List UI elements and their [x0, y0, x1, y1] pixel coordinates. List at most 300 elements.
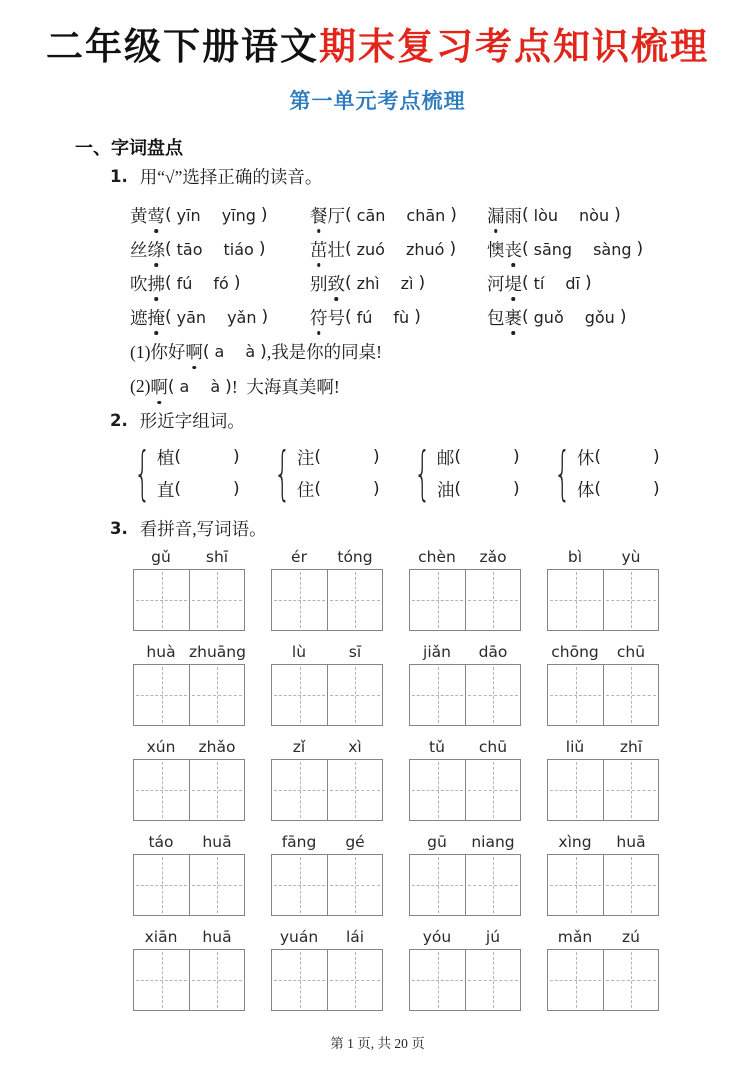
open-paren: ( — [345, 307, 352, 327]
question-2-number: 2. — [110, 411, 128, 430]
pair-row — [437, 441, 520, 473]
pronunciation-choice-item — [487, 203, 755, 228]
close-paren: ) — [614, 205, 621, 225]
writing-cell — [134, 665, 189, 725]
question-3-prompt-line — [110, 516, 755, 542]
pinyin-syllable: zǐ — [292, 738, 306, 756]
open-paren: ( — [594, 447, 602, 467]
close-paren: ) — [653, 479, 660, 499]
pair-row — [577, 473, 660, 505]
character: 壮 — [327, 239, 345, 260]
pinyin-word-group — [271, 833, 383, 916]
pinyin-labels — [133, 643, 245, 662]
pinyin-syllable: sī — [348, 643, 362, 661]
writing-boxes — [409, 759, 521, 821]
dotted-character: 致 — [328, 271, 346, 296]
pinyin-options — [529, 308, 620, 327]
pinyin-word-group — [271, 643, 383, 726]
open-paren: ( — [522, 205, 529, 225]
question-2-prompt-line — [110, 408, 755, 434]
character: 河 — [487, 273, 505, 294]
pinyin-option: cān — [356, 205, 386, 225]
pair-column — [157, 441, 240, 505]
character: 号 — [327, 307, 345, 328]
pinyin-option: à — [210, 377, 221, 396]
q2-pairs — [124, 440, 755, 506]
writing-cell — [548, 760, 603, 820]
pinyin-labels — [271, 833, 383, 852]
pinyin-option: zì — [400, 273, 414, 293]
chinese-word — [310, 237, 345, 262]
pinyin-option: fú — [356, 307, 373, 327]
writing-cell — [272, 665, 327, 725]
pinyin-syllable: chū — [478, 738, 508, 756]
open-paren: ( — [174, 479, 182, 499]
dotted-character: 裹 — [505, 305, 523, 330]
pronunciation-choice-item — [130, 305, 310, 330]
open-paren: ( — [454, 447, 462, 467]
pinyin-syllable: zhī — [619, 738, 643, 756]
writing-cell — [189, 855, 244, 915]
unit-subtitle: 第一单元考点梳理 — [289, 89, 466, 113]
writing-cell — [465, 950, 520, 1010]
close-paren: ) — [258, 239, 266, 259]
pair-character: 注 — [296, 447, 315, 468]
writing-cell — [548, 950, 603, 1010]
page-title-black-part: 二年级下册语文 — [46, 27, 319, 68]
pinyin-syllable: yuán — [279, 928, 319, 946]
pinyin-labels — [133, 548, 245, 567]
writing-cell — [327, 855, 382, 915]
open-paren: ( — [165, 205, 172, 225]
pinyin-labels — [409, 643, 521, 662]
pinyin-word-group — [547, 548, 659, 631]
pinyin-word-group — [133, 548, 245, 631]
pinyin-syllable: gū — [427, 833, 447, 851]
pinyin-option: yīn — [176, 205, 201, 225]
writing-cell — [465, 760, 520, 820]
pinyin-option: a — [214, 342, 225, 361]
writing-boxes — [133, 664, 245, 726]
writing-cell — [327, 665, 382, 725]
pinyin-labels — [547, 928, 659, 947]
pinyin-word-group — [133, 833, 245, 916]
character: 丝 — [130, 239, 148, 260]
pinyin-option: à — [245, 342, 256, 361]
writing-cell — [548, 665, 603, 725]
pair-column — [297, 441, 380, 505]
close-paren: ) — [261, 307, 269, 327]
pinyin-syllable: niang — [471, 833, 515, 851]
left-brace: { — [134, 439, 151, 507]
pinyin-word-group — [409, 833, 521, 916]
pinyin-option: lòu — [533, 205, 559, 225]
writing-cell — [134, 570, 189, 630]
pinyin-grid-row — [133, 643, 755, 726]
pinyin-syllable: zǎo — [479, 548, 507, 566]
open-paren: ( — [522, 239, 529, 259]
pinyin-syllable: zhuāng — [189, 643, 246, 661]
pinyin-option: yǎn — [227, 307, 257, 327]
writing-boxes — [133, 854, 245, 916]
writing-cell — [603, 665, 658, 725]
open-paren: ( — [202, 341, 210, 362]
pinyin-option: tí — [533, 273, 545, 293]
pinyin-syllable: xìng — [558, 833, 592, 851]
writing-boxes — [133, 949, 245, 1011]
pinyin-word-group — [547, 833, 659, 916]
pinyin-syllable: fāng — [281, 833, 317, 851]
close-paren: ) — [619, 307, 627, 327]
writing-cell — [189, 760, 244, 820]
q1-words — [130, 198, 755, 334]
writing-boxes — [271, 854, 383, 916]
pinyin-options — [172, 274, 234, 293]
writing-cell — [603, 950, 658, 1010]
pinyin-word-group — [271, 928, 383, 1011]
pinyin-syllable: lái — [345, 928, 365, 946]
pair-character: 邮 — [436, 447, 455, 468]
writing-boxes — [409, 854, 521, 916]
pronunciation-choice-item — [310, 203, 487, 228]
chinese-word — [130, 237, 165, 262]
pinyin-syllable: xún — [146, 738, 176, 756]
pinyin-syllable: liǔ — [565, 738, 585, 756]
writing-cell — [603, 855, 658, 915]
close-paren: ) — [653, 447, 660, 467]
chinese-word — [487, 237, 522, 262]
pinyin-syllable: chōng — [551, 643, 599, 661]
close-paren: ) — [449, 239, 457, 259]
close-paren: ) — [260, 205, 268, 225]
pinyin-option: zhuó — [405, 239, 445, 259]
pinyin-options — [529, 206, 614, 225]
chinese-word — [310, 305, 345, 330]
writing-cell — [465, 665, 520, 725]
pinyin-word-group — [547, 738, 659, 821]
pinyin-option: guǒ — [533, 307, 564, 327]
writing-cell — [465, 570, 520, 630]
pair-row — [157, 473, 240, 505]
pinyin-word-group — [409, 548, 521, 631]
pinyin-syllable: dāo — [478, 643, 508, 661]
pinyin-options — [352, 206, 451, 225]
pair-character: 植 — [156, 447, 175, 468]
pinyin-syllable: zhǎo — [198, 738, 236, 756]
lookalike-pair — [544, 440, 684, 506]
pinyin-word-group — [547, 643, 659, 726]
pinyin-option: zuó — [356, 239, 385, 259]
writing-boxes — [133, 759, 245, 821]
pronunciation-choice-item — [310, 237, 487, 262]
pinyin-labels — [547, 548, 659, 567]
pair-row — [157, 441, 240, 473]
writing-cell — [189, 665, 244, 725]
pinyin-option: yān — [176, 307, 207, 327]
dotted-character: 茁 — [310, 237, 328, 262]
close-paren: ) — [373, 447, 380, 467]
open-paren: ( — [314, 447, 322, 467]
pinyin-options — [529, 274, 585, 293]
writing-cell — [272, 950, 327, 1010]
pinyin-labels — [271, 643, 383, 662]
page-number-footer: 第 1 页, 共 20 页 — [330, 1036, 425, 1051]
pinyin-labels — [409, 833, 521, 852]
pinyin-option: tiáo — [223, 239, 254, 259]
open-paren: ( — [594, 479, 602, 499]
pinyin-syllable: ér — [291, 548, 307, 566]
writing-boxes — [271, 664, 383, 726]
sentence-line — [130, 369, 755, 404]
pinyin-syllable: huā — [202, 833, 232, 851]
character: 吹 — [130, 273, 148, 294]
character: 包 — [487, 307, 505, 328]
pinyin-option: fú — [176, 273, 193, 293]
question-3-prompt: 看拼音,写词语。 — [139, 519, 267, 539]
close-paren: ) — [584, 273, 592, 293]
question-3-number: 3. — [110, 519, 128, 538]
pinyin-syllable: yù — [621, 548, 641, 566]
dotted-character: 啊 — [150, 374, 168, 399]
pinyin-labels — [271, 548, 383, 567]
pinyin-options — [172, 308, 262, 327]
character: 遮 — [130, 307, 148, 328]
pinyin-syllable: huā — [202, 928, 232, 946]
dotted-character: 拂 — [148, 271, 166, 296]
sentence-suffix: ,我是你的同桌! — [266, 342, 383, 362]
pair-row — [297, 473, 380, 505]
open-paren: ( — [167, 376, 175, 397]
pinyin-syllable: zú — [622, 928, 640, 946]
pinyin-word-group — [133, 928, 245, 1011]
pronunciation-choice-item — [487, 271, 755, 296]
writing-boxes — [409, 569, 521, 631]
pinyin-word-group — [409, 643, 521, 726]
pinyin-word-group — [271, 548, 383, 631]
writing-boxes — [409, 949, 521, 1011]
pronunciation-choice-item — [487, 237, 755, 262]
pair-character: 直 — [156, 479, 175, 500]
pinyin-labels — [133, 738, 245, 757]
pinyin-syllable: táo — [148, 833, 174, 851]
pinyin-word-group — [409, 738, 521, 821]
question-1-number: 1. — [110, 167, 128, 186]
dotted-character: 堤 — [505, 271, 523, 296]
dotted-character: 绦 — [148, 237, 166, 262]
pinyin-syllable: mǎn — [557, 928, 593, 946]
dotted-character: 啊 — [185, 339, 203, 364]
pinyin-grid-row — [133, 928, 755, 1011]
writing-cell — [410, 950, 465, 1010]
pinyin-option: fó — [213, 273, 229, 293]
dotted-character: 丧 — [505, 237, 523, 262]
pinyin-syllable: tǔ — [429, 738, 445, 756]
writing-boxes — [547, 664, 659, 726]
open-paren: ( — [165, 307, 172, 327]
q1-sentences — [130, 334, 755, 404]
writing-cell — [189, 950, 244, 1010]
writing-boxes — [409, 664, 521, 726]
pinyin-syllable: chèn — [418, 548, 456, 566]
left-brace: { — [274, 439, 291, 507]
pair-character: 油 — [436, 479, 455, 500]
close-paren: ) — [233, 447, 240, 467]
writing-boxes — [547, 854, 659, 916]
character: 黄 — [130, 205, 148, 226]
pair-character: 住 — [296, 479, 315, 500]
sentence-prefix: (1)你好 — [130, 342, 186, 362]
dotted-character: 漏 — [487, 203, 505, 228]
lookalike-pair — [404, 440, 544, 506]
chinese-word — [487, 305, 522, 330]
pinyin-option: fù — [393, 307, 410, 327]
writing-cell — [410, 855, 465, 915]
pinyin-labels — [409, 738, 521, 757]
writing-cell — [548, 855, 603, 915]
pronunciation-choice-item — [310, 271, 487, 296]
pinyin-syllable: huā — [616, 833, 646, 851]
writing-cell — [134, 855, 189, 915]
open-paren: ( — [345, 205, 352, 225]
pinyin-option: sāng — [533, 239, 573, 259]
pinyin-syllable: xiān — [144, 928, 178, 946]
pair-column — [577, 441, 660, 505]
sentence-prefix: (2) — [130, 376, 151, 396]
page-title — [0, 26, 755, 70]
writing-cell — [410, 665, 465, 725]
pinyin-word-group — [133, 738, 245, 821]
writing-cell — [410, 760, 465, 820]
pronunciation-choice-item — [487, 305, 755, 330]
pinyin-syllable: huà — [146, 643, 176, 661]
pinyin-options — [352, 308, 415, 327]
chinese-word — [150, 374, 168, 399]
lookalike-pair — [124, 440, 264, 506]
writing-boxes — [271, 949, 383, 1011]
pinyin-option: zhì — [356, 273, 380, 293]
close-paren: ) — [233, 273, 241, 293]
pinyin-labels — [547, 738, 659, 757]
character: 懊 — [487, 239, 505, 260]
pinyin-option: sàng — [593, 239, 632, 259]
close-paren: ) — [233, 479, 240, 499]
question-1-prompt: 用“√”选择正确的读音。 — [139, 167, 323, 187]
page-title-red-part: 期末复习考点知识梳理 — [319, 27, 709, 68]
pinyin-options — [172, 240, 259, 259]
pair-row — [437, 473, 520, 505]
writing-cell — [134, 950, 189, 1010]
writing-cell — [272, 760, 327, 820]
sentence-line — [130, 334, 755, 369]
lookalike-pair — [264, 440, 404, 506]
pinyin-word-group — [547, 928, 659, 1011]
pinyin-grid-row — [133, 833, 755, 916]
pinyin-syllable: bì — [567, 548, 583, 566]
chinese-word — [310, 271, 345, 296]
pinyin-option: tāo — [176, 239, 203, 259]
writing-cell — [465, 855, 520, 915]
pinyin-labels — [409, 928, 521, 947]
writing-cell — [410, 570, 465, 630]
pinyin-syllable: jiǎn — [423, 643, 451, 661]
pinyin-option: a — [179, 377, 190, 396]
pinyin-options — [352, 240, 450, 259]
question-2-prompt: 形近字组词。 — [139, 411, 245, 431]
pinyin-labels — [133, 833, 245, 852]
open-paren: ( — [454, 479, 462, 499]
open-paren: ( — [314, 479, 322, 499]
pinyin-options — [529, 240, 637, 259]
pinyin-syllable: gǔ — [151, 548, 171, 566]
character: 厅 — [327, 205, 345, 226]
pinyin-syllable: yóu — [422, 928, 452, 946]
close-paren: ) — [260, 341, 267, 362]
writing-cell — [134, 760, 189, 820]
writing-boxes — [133, 569, 245, 631]
pinyin-labels — [271, 738, 383, 757]
pronunciation-choice-item — [130, 237, 310, 262]
writing-cell — [189, 570, 244, 630]
pair-row — [577, 441, 660, 473]
dotted-character: 符 — [310, 305, 328, 330]
pinyin-labels — [409, 548, 521, 567]
writing-boxes — [547, 759, 659, 821]
writing-cell — [548, 570, 603, 630]
pronunciation-choice-item — [130, 271, 310, 296]
pinyin-labels — [133, 928, 245, 947]
character: 雨 — [504, 205, 522, 226]
close-paren: ) — [513, 447, 520, 467]
left-brace: { — [414, 439, 431, 507]
pair-character: 休 — [576, 447, 595, 468]
open-paren: ( — [522, 307, 529, 327]
close-paren: ) — [636, 239, 644, 259]
open-paren: ( — [345, 273, 352, 293]
pronunciation-choice-item — [310, 305, 487, 330]
chinese-word — [130, 305, 165, 330]
pinyin-grid-row — [133, 548, 755, 631]
chinese-word — [487, 203, 522, 228]
writing-cell — [603, 570, 658, 630]
pair-character: 体 — [576, 479, 595, 500]
pinyin-word-group — [409, 928, 521, 1011]
pair-column — [437, 441, 520, 505]
close-paren: ) — [373, 479, 380, 499]
chinese-word — [185, 339, 203, 364]
open-paren: ( — [345, 239, 352, 259]
pinyin-word-group — [133, 643, 245, 726]
pinyin-syllable: chū — [616, 643, 646, 661]
dotted-character: 餐 — [310, 203, 328, 228]
close-paren: ) — [513, 479, 520, 499]
chinese-word — [487, 271, 522, 296]
pinyin-option: yīng — [221, 205, 256, 225]
writing-boxes — [547, 949, 659, 1011]
pinyin-option: dī — [565, 273, 580, 293]
writing-boxes — [271, 569, 383, 631]
question-1-prompt-line — [110, 164, 755, 190]
pinyin-options — [172, 206, 261, 225]
pinyin-option: chān — [406, 205, 446, 225]
pinyin-grid-row — [133, 738, 755, 821]
pinyin-syllable: shī — [205, 548, 229, 566]
close-paren: ) — [418, 273, 426, 293]
writing-boxes — [547, 569, 659, 631]
open-paren: ( — [165, 273, 172, 293]
pinyin-labels — [547, 833, 659, 852]
sentence-suffix: ! 大海真美啊! — [231, 377, 340, 397]
pinyin-syllable: jú — [485, 928, 501, 946]
